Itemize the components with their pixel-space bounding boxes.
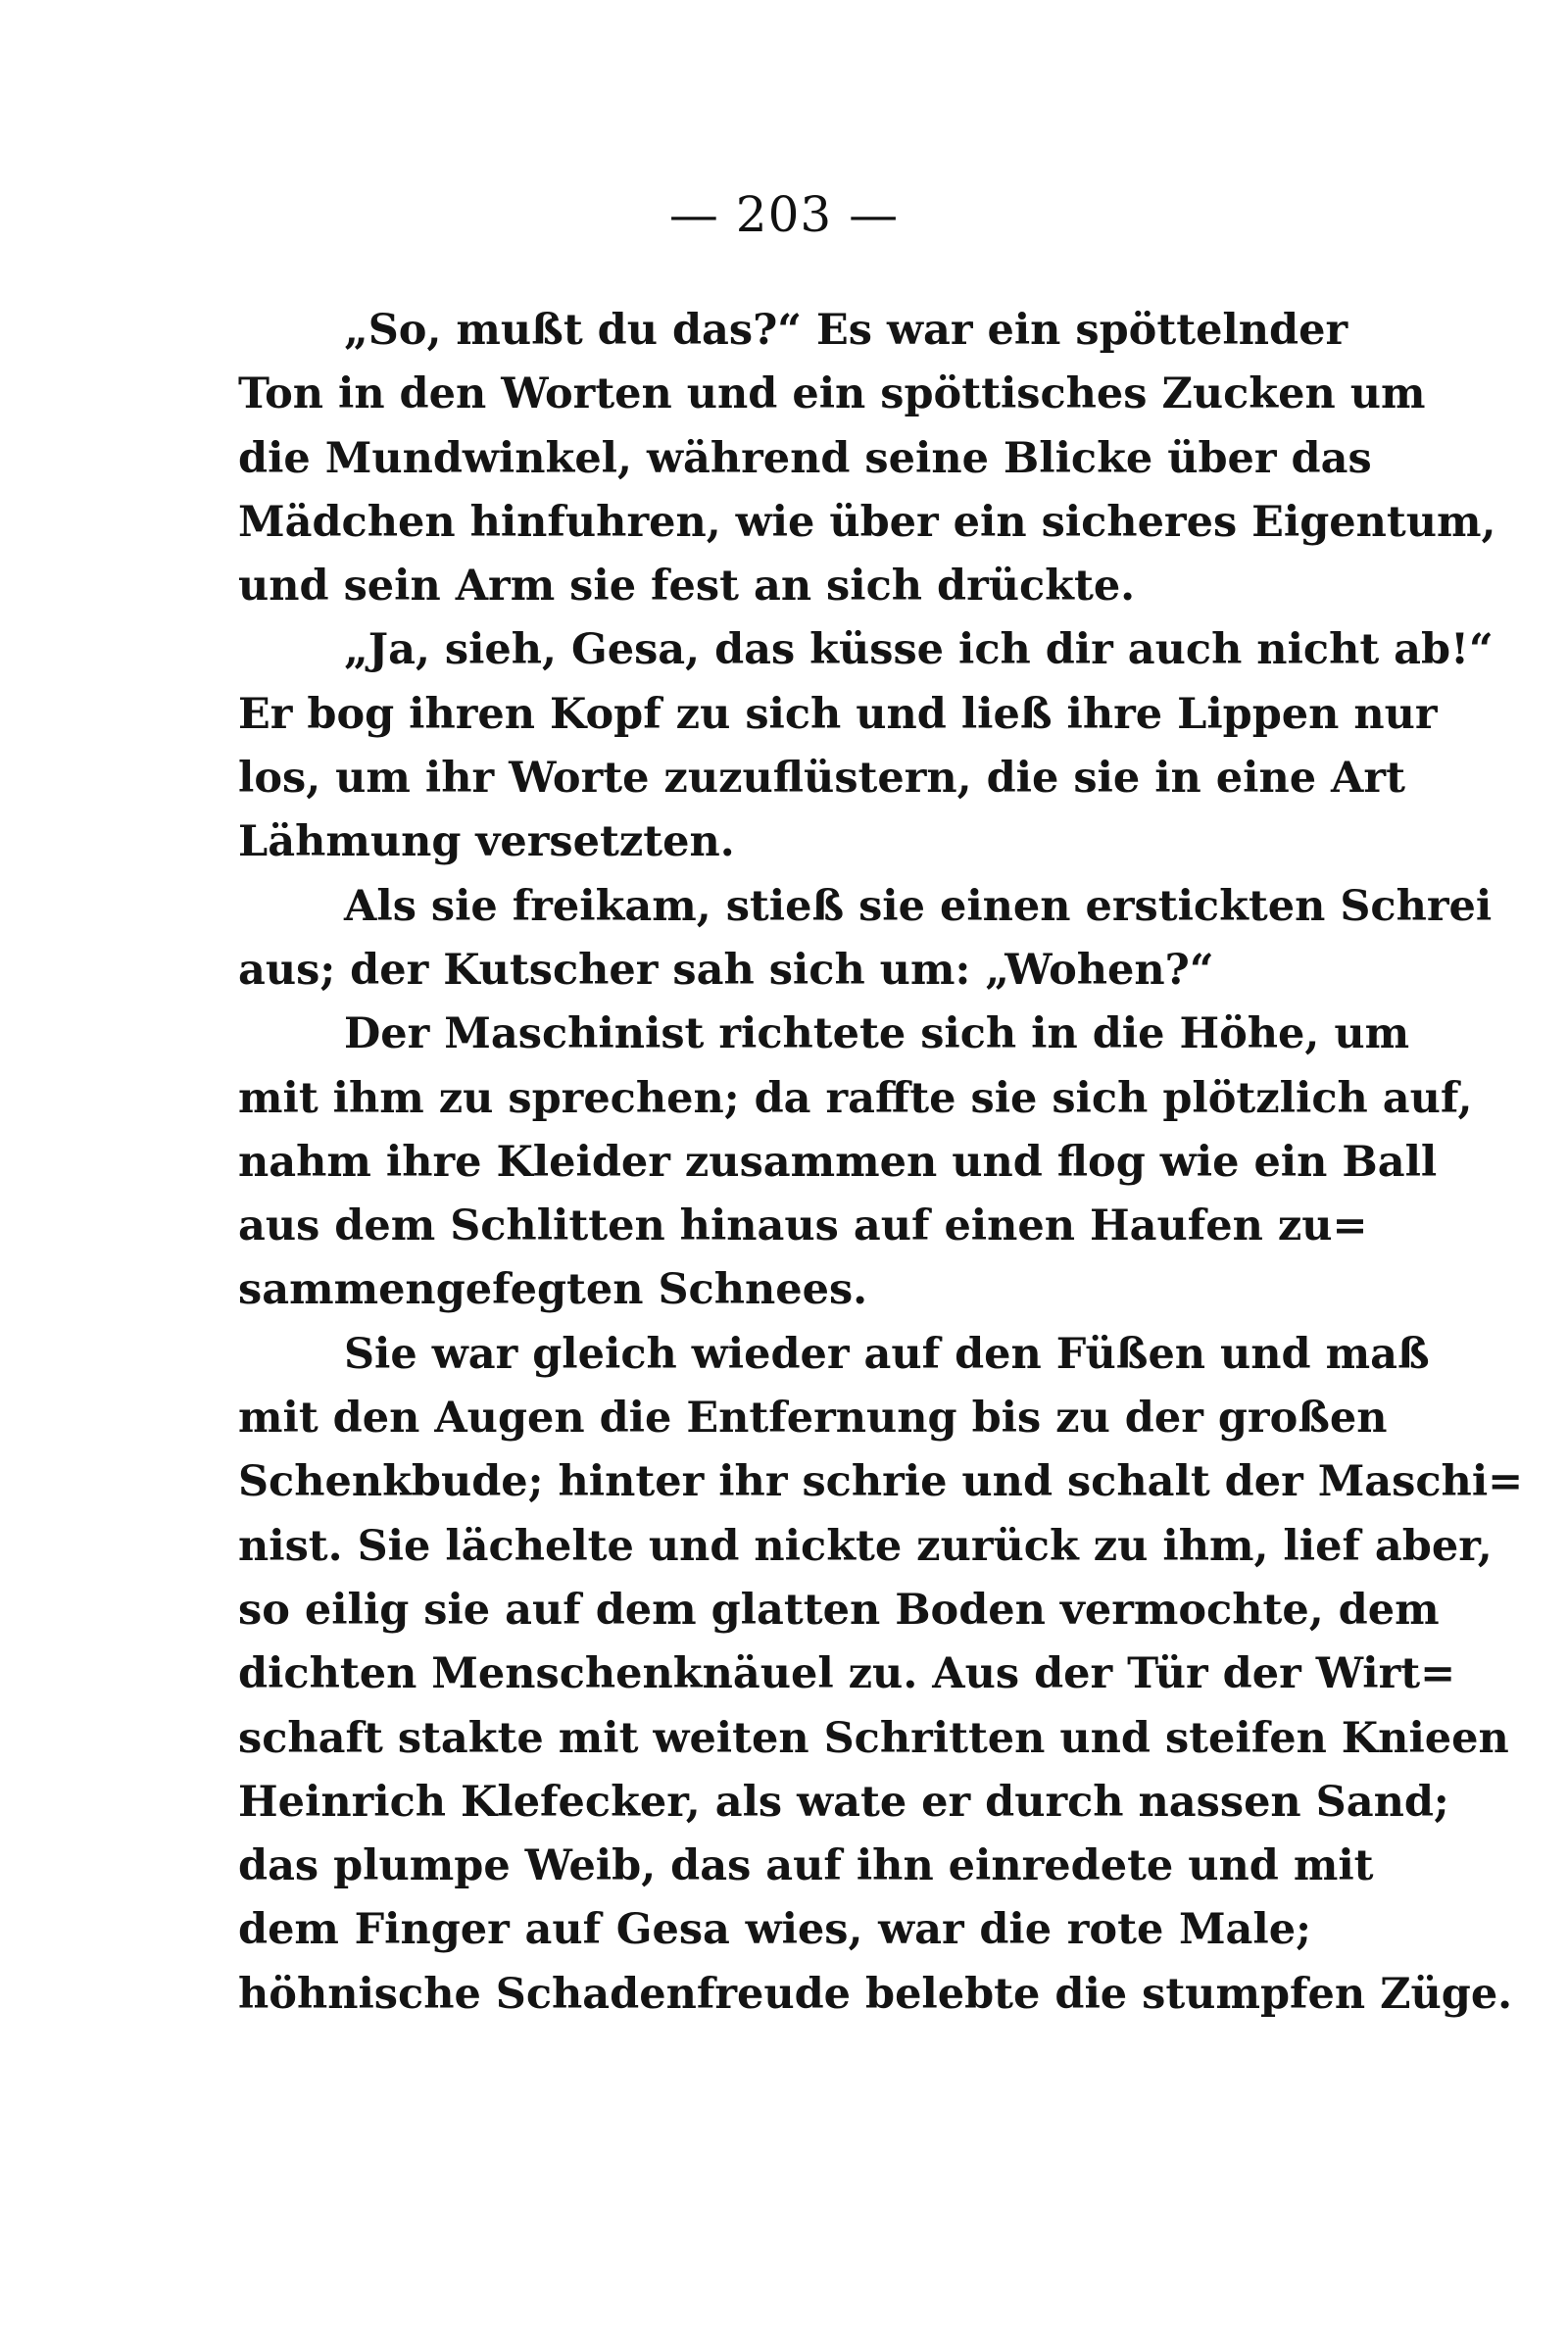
text-line: Mädchen hinfuhren, wie über ein sicheres Eigentum, [238, 497, 1496, 547]
text-line: „Ja, sieh, Gesa, das küsse ich dir auch nicht ab!“ [344, 625, 1494, 675]
text-line: höhnische Schadenfreude belebte die stumpfen Züge. [238, 1969, 1513, 2019]
text-line: so eilig sie auf dem glatten Boden vermochte, dem [238, 1585, 1440, 1635]
text-line: das plumpe Weib, das auf ihn einredete und mit [238, 1841, 1374, 1891]
text-line: aus dem Schlitten hinaus auf einen Haufen zu= [238, 1201, 1368, 1251]
page-number: — 203 — [668, 186, 900, 243]
text-line: nist. Sie lächelte und nickte zurück zu ihm, lief aber, [238, 1521, 1493, 1571]
text-line: die Mundwinkel, während seine Blicke über das [238, 433, 1372, 483]
text-line: aus; der Kutscher sah sich um: „Wohen?“ [238, 945, 1214, 995]
text-line: dem Finger auf Gesa wies, war die rote Male; [238, 1905, 1311, 1955]
text-line: und sein Arm sie fest an sich drückte. [238, 562, 1136, 612]
text-line: los, um ihr Worte zuzuflüstern, die sie in eine Art [238, 754, 1405, 804]
text-line: Schenkbude; hinter ihr schrie und schalt der Maschi= [238, 1457, 1524, 1507]
text-line: „So, mußt du das?“ Es war ein spöttelnder [344, 306, 1348, 355]
text-line: Sie war gleich wieder auf den Füßen und maß [344, 1329, 1430, 1379]
text-line: Ton in den Worten und ein spöttisches Zucken um [238, 369, 1426, 419]
text-line: sammengefegten Schnees. [238, 1265, 868, 1315]
text-line: nahm ihre Kleider zusammen und flog wie ein Ball [238, 1137, 1438, 1187]
text-line: Der Maschinist richtete sich in die Höhe, um [344, 1009, 1410, 1059]
text-line: Heinrich Klefecker, als wate er durch nassen Sand; [238, 1777, 1449, 1827]
text-line: mit den Augen die Entfernung bis zu der großen [238, 1394, 1388, 1444]
text-line: Er bog ihren Kopf zu sich und ließ ihre Lippen nur [238, 689, 1438, 739]
text-line: schaft stakte mit weiten Schritten und steifen Knieen [238, 1713, 1509, 1763]
text-line: Lähmung versetzten. [238, 817, 735, 867]
body-text [238, 299, 1524, 2027]
text-line: dichten Menschenknäuel zu. Aus der Tür der Wirt= [238, 1649, 1456, 1699]
text-line: Als sie freikam, stieß sie einen erstickten Schrei [344, 881, 1493, 931]
text-line: mit ihm zu sprechen; da raffte sie sich plötzlich auf, [238, 1073, 1473, 1123]
